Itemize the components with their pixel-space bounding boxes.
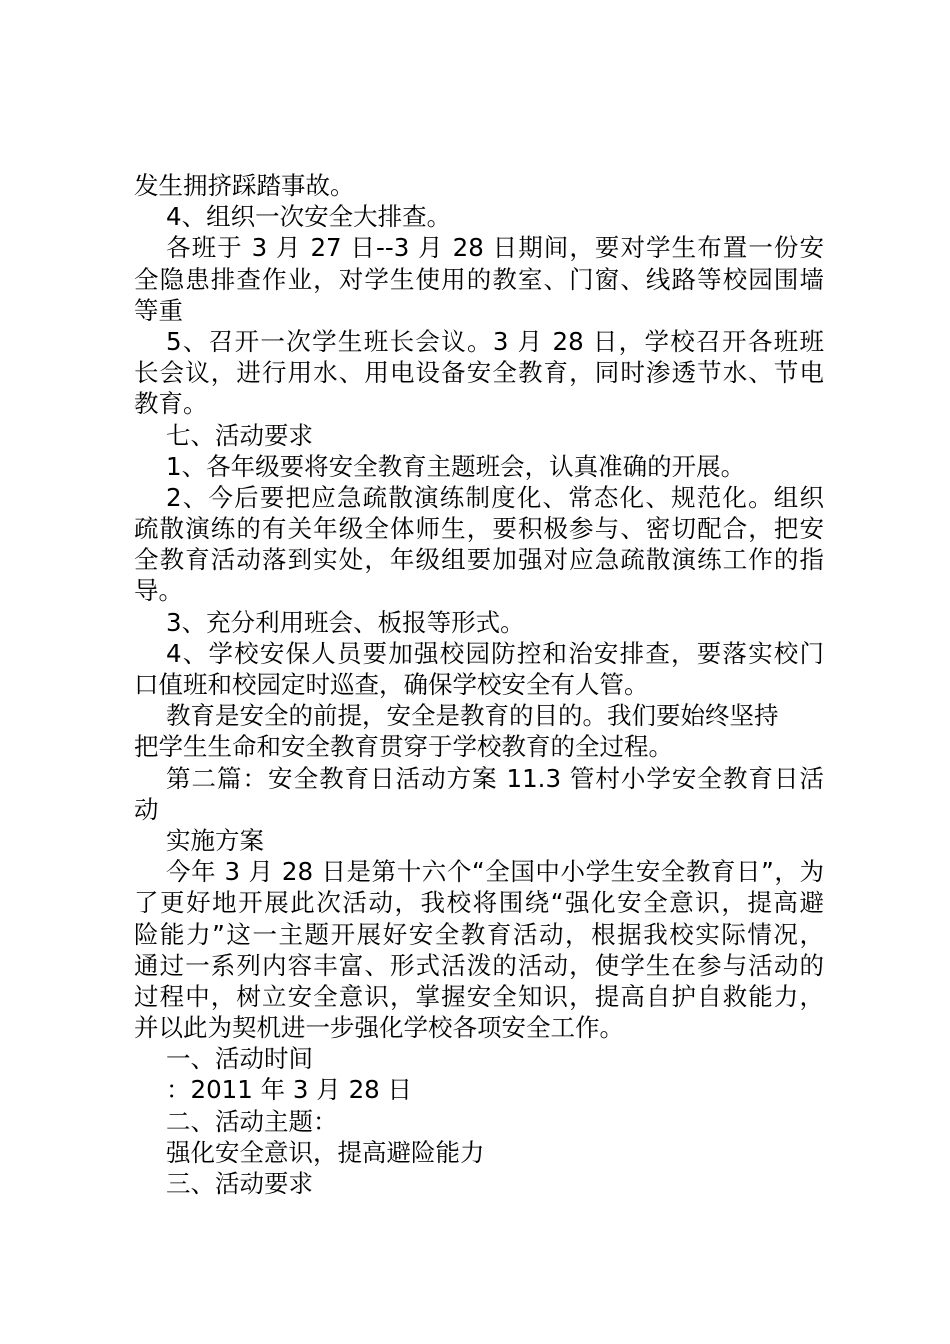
document-line: 实施方案 bbox=[166, 825, 264, 855]
document-line: 一、活动时间 bbox=[166, 1044, 313, 1074]
document-line: 全教育活动落到实处，年级组要加强对应急疏散演练工作的指 bbox=[134, 545, 824, 575]
document-line: 二、活动主题： bbox=[166, 1106, 338, 1136]
document-line: 导。 bbox=[134, 576, 183, 606]
document-line: 今年 3 月 28 日是第十六个“全国中小学生安全教育日”，为 bbox=[166, 857, 824, 887]
document-line: 教育是安全的前提，安全是教育的目的。我们要始终坚持 bbox=[166, 701, 779, 731]
document-line: 三、活动要求 bbox=[166, 1169, 313, 1198]
document-line: 4、组织一次安全大排查。 bbox=[166, 202, 452, 232]
document-line: 了更好地开展此次活动，我校将围绕“强化安全意识，提高避 bbox=[134, 888, 824, 918]
document-line: 发生拥挤踩踏事故。 bbox=[134, 171, 355, 200]
document-line: 疏散演练的有关年级全体师生，要积极参与、密切配合，把安 bbox=[134, 514, 824, 544]
document-line: 第二篇：安全教育日活动方案 11.3 管村小学安全教育日活 bbox=[166, 763, 824, 793]
document-line: 把学生生命和安全教育贯穿于学校教育的全过程。 bbox=[134, 732, 673, 762]
document-line: 1、各年级要将安全教育主题班会，认真准确的开展。 bbox=[166, 451, 746, 481]
document-line: 强化安全意识，提高避险能力 bbox=[166, 1137, 485, 1167]
document-line: 4、学校安保人员要加强校园防控和治安排查，要落实校门 bbox=[166, 638, 824, 668]
document-line: 七、活动要求 bbox=[166, 420, 313, 450]
document-body bbox=[134, 170, 824, 1199]
document-line: 5、召开一次学生班长会议。3 月 28 日，学校召开各班班 bbox=[166, 326, 824, 356]
document-line: 长会议，进行用水、用电设备安全教育，同时渗透节水、节电 bbox=[134, 358, 824, 388]
document-line: 教育。 bbox=[134, 389, 208, 419]
document-line: 2、今后要把应急疏散演练制度化、常态化、规范化。组织 bbox=[166, 482, 824, 512]
document-line: 等重 bbox=[134, 295, 183, 325]
document-line: 通过一系列内容丰富、形式活泼的活动，使学生在参与活动的 bbox=[134, 950, 824, 980]
document-line: 各班于 3 月 27 日--3 月 28 日期间，要对学生布置一份安 bbox=[166, 233, 824, 263]
document-line: 险能力”这一主题开展好安全教育活动，根据我校实际情况， bbox=[134, 919, 824, 949]
document-line: 口值班和校园定时巡查，确保学校安全有人管。 bbox=[134, 670, 649, 699]
document-line: 并以此为契机进一步强化学校各项安全工作。 bbox=[134, 1013, 624, 1043]
document-line: 全隐患排查作业，对学生使用的教室、门窗、线路等校园围墙 bbox=[134, 264, 824, 294]
document-line: 3、充分利用班会、板报等形式。 bbox=[166, 607, 525, 637]
document-line: 过程中，树立安全意识，掌握安全知识，提高自护自救能力， bbox=[134, 981, 824, 1011]
document-line: 动 bbox=[134, 794, 159, 824]
document-line: ：2011 年 3 月 28 日 bbox=[166, 1075, 413, 1105]
